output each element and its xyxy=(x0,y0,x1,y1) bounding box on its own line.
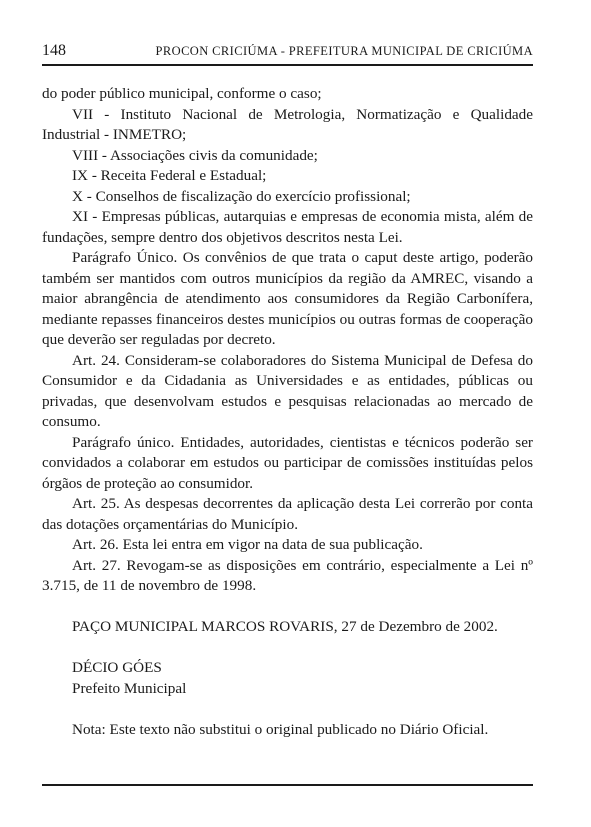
list-item-viii: VIII - Associações civis da comunidade; xyxy=(72,146,318,164)
article-26: Art. 26. Esta lei entra em vigor na data de sua publicação. xyxy=(72,536,423,553)
footer-rule xyxy=(42,784,533,786)
signer-title: Prefeito Municipal xyxy=(72,679,187,697)
list-item-x: X - Conselhos de fiscalização do exercício profissional; xyxy=(72,187,411,205)
paragraph-continuation: do poder público municipal, conforme o caso; xyxy=(42,85,322,102)
place-date-line: PAÇO MUNICIPAL MARCOS ROVARIS, 27 de Dezembro de 2002. xyxy=(72,618,498,635)
article-24: Art. 24. Consideram-se colaboradores do Sistema Municipal de Defesa do Consumidor e da Cidadania as Universidades e as entidades, públicas ou privadas, que desenvolvam estudos e pesquisas relacionadas ao mercado de consumo. xyxy=(42,351,533,430)
footnote-disclaimer: Nota: Este texto não substitui o original publicado no Diário Oficial. xyxy=(72,720,489,738)
page-header xyxy=(42,40,533,66)
article-27: Art. 27. Revogam-se as disposições em contrário, especialmente a Lei nº 3.715, de 11 de novembro de 1998. xyxy=(42,556,533,594)
spacer xyxy=(42,638,533,659)
list-item-vii: VII - Instituto Nacional de Metrologia, Normatização e Qualidade Industrial - INMETRO; xyxy=(42,105,533,143)
list-item-ix: IX - Receita Federal e Estadual; xyxy=(72,167,267,184)
paragraph-unico-convenios: Parágrafo Único. Os convênios de que trata o caput deste artigo, poderão também ser mantidos com outros municípios da região da AMREC, visando a maior abrangência de atendimento aos consumidores da Região Carbonífera, mediante repasses financeiros destes municípios ou outras formas de cooperação que deverão ser reguladas por decreto. xyxy=(42,249,533,348)
paragraph-unico-entidades: Parágrafo único. Entidades, autoridades, cientistas e técnicos poderão ser convidados a colaborar em estudos ou participar de comissões instituídas pelos órgãos de proteção ao consumidor. xyxy=(42,433,533,492)
article-25: Art. 25. As despesas decorrentes da aplicação desta Lei correrão por conta das dotações orçamentárias do Município. xyxy=(42,495,533,533)
signer-name: DÉCIO GÓES xyxy=(72,659,162,676)
spacer xyxy=(42,699,533,720)
page-number: 148 xyxy=(42,42,66,59)
document-body xyxy=(42,84,533,740)
running-head: PROCON CRICIÚMA - PREFEITURA MUNICIPAL DE CRICIÚMA xyxy=(155,44,533,58)
spacer xyxy=(42,597,533,618)
list-item-xi: XI - Empresas públicas, autarquias e empresas de economia mista, além de fundações, sempre dentro dos objetivos descritos nesta Lei. xyxy=(42,208,533,246)
